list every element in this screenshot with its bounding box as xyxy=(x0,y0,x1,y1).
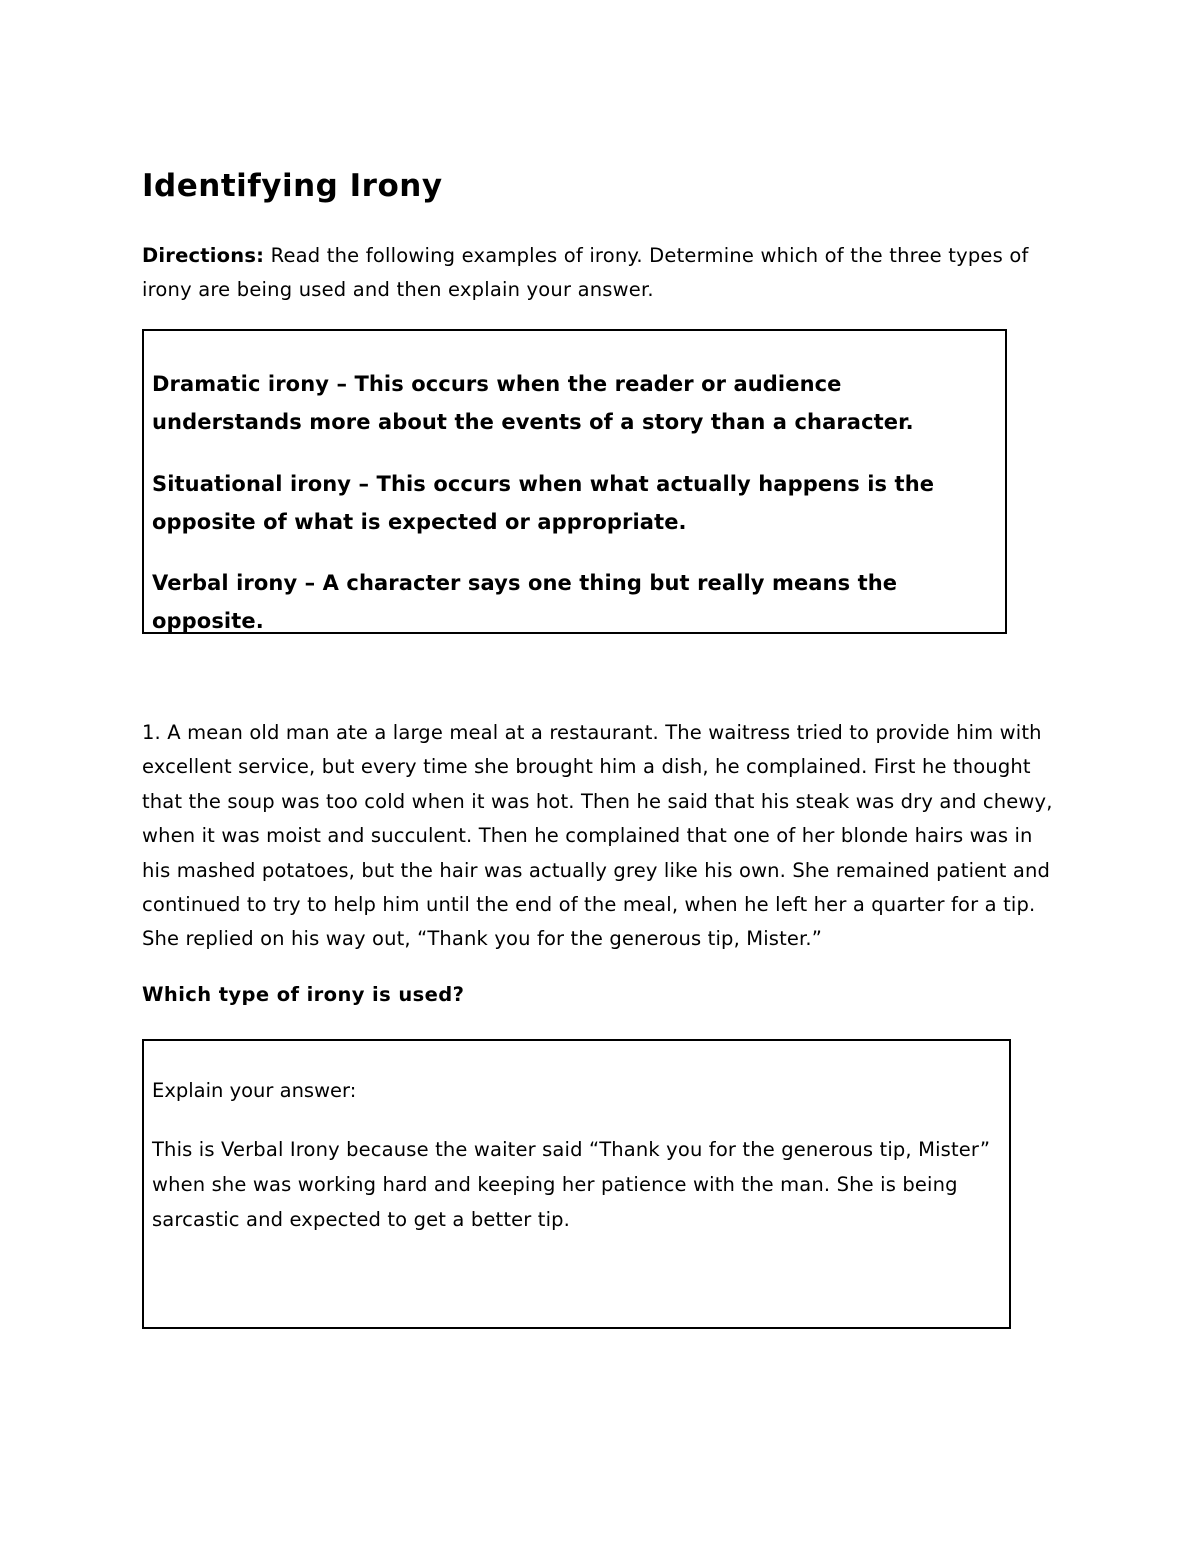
definition-text: – This occurs when the reader or audience understands more about the events of a story than a character. xyxy=(152,372,914,434)
definition-verbal-irony xyxy=(152,564,992,640)
answer-text[interactable]: This is Verbal Irony because the waiter said “Thank you for the generous tip, Mister” when she was working hard and keeping her patience with the man. She is being sarcastic and expected to get a better tip. xyxy=(152,1138,991,1231)
example-story xyxy=(142,716,1067,957)
definition-situational-irony xyxy=(152,465,992,541)
directions-label: Directions: xyxy=(142,244,265,267)
definition-dramatic-irony xyxy=(152,365,992,441)
answer-box[interactable] xyxy=(142,1039,1011,1329)
directions-paragraph xyxy=(142,239,1062,307)
definition-term: Verbal irony xyxy=(152,571,298,595)
example-text: A mean old man ate a large meal at a restaurant. The waitress tried to provide him with excellent service, but every time she brought him a dish, he complained. First he thought that the soup was too cold when it was hot. Then he said that his steak was dry and chewy, when it was moist and succulent. Then he complained that one of her blonde hairs was in his mashed potatoes, but the hair was actually grey like his own. She remained patient and continued to try to help him until the end of the meal, when he left her a quarter for a tip. She replied on his way out, “Thank you for the generous tip, Mister.” xyxy=(142,721,1053,951)
definition-text: – This occurs when what actually happens is the opposite of what is expected or appropriate. xyxy=(152,472,935,534)
answer-label: Explain your answer: xyxy=(152,1079,357,1102)
question-prompt: Which type of irony is used? xyxy=(142,983,465,1006)
definition-text: – A character says one thing but really means the opposite. xyxy=(152,571,898,633)
definition-term: Situational irony xyxy=(152,472,352,496)
definition-term: Dramatic irony xyxy=(152,372,330,396)
irony-definitions-box xyxy=(142,329,1007,634)
page-title: Identifying Irony xyxy=(142,168,443,204)
directions-text: Read the following examples of irony. Determine which of the three types of irony are being used and then explain your answer. xyxy=(142,244,1029,301)
example-number: 1. xyxy=(142,721,161,744)
